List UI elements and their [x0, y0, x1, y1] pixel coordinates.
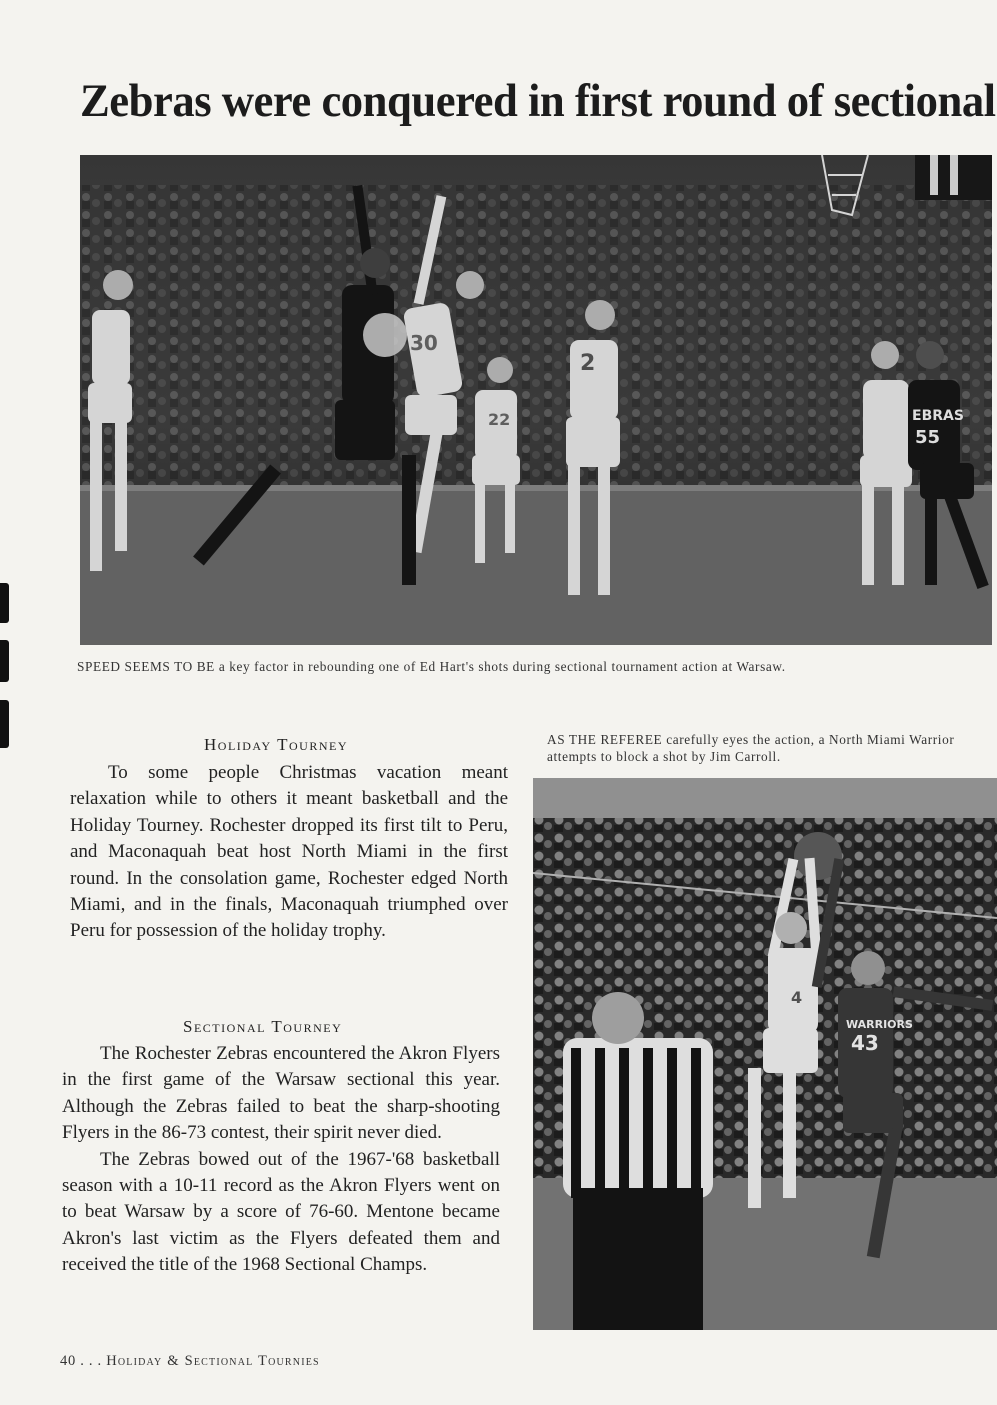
photo-top-jersey-number: 55 — [915, 427, 941, 448]
photo-bottom-jersey-number: 43 — [851, 1031, 879, 1055]
paragraph: The Rochester Zebras encountered the Akron Flyers in the first game of the Warsaw sectional this year. Although the Zebras failed to beat the sharp-shooting Flyers in the 86-73 contest, their spirit never died. — [62, 1043, 500, 1144]
photo-block-illustration — [533, 778, 997, 1330]
binding-mark — [0, 583, 9, 623]
folio-section-title: Holiday & Sectional Tournies — [106, 1353, 320, 1369]
article-holiday-tourney — [70, 760, 508, 945]
photo-top-jersey-number: 30 — [410, 331, 438, 355]
section-heading-holiday: Holiday Tourney — [204, 735, 348, 754]
folio-separator: . . . — [80, 1353, 102, 1369]
article-sectional-tourney — [62, 1041, 500, 1279]
photo-bottom-jersey-text: WARRIORS — [846, 1018, 913, 1031]
page-headline: Zebras were conquered in first round of sectional — [80, 75, 996, 127]
page-number: 40 — [60, 1353, 76, 1369]
photo-top-jersey-text: EBRAS — [912, 408, 964, 424]
basketball-photo-block — [533, 778, 997, 1330]
photo-top-jersey-number: 2 — [580, 351, 596, 376]
section-heading-sectional: Sectional Tourney — [183, 1017, 343, 1036]
photo-bottom-jersey-number: 4 — [791, 988, 803, 1007]
photo-caption-top: SPEED SEEMS TO BE a key factor in rebounding one of Ed Hart's shots during sectional tournament action at Warsaw. — [77, 659, 786, 674]
photo-caption-bottom: AS THE REFEREE carefully eyes the action, a North Miami Warrior attempts to block a shot by Jim Carroll. — [547, 732, 955, 764]
photo-top-jersey-number: 22 — [488, 410, 511, 429]
paragraph: The Zebras bowed out of the 1967-'68 basketball season with a 10-11 record as the Akron Flyers went on to beat Warsaw by a score of 76-60. Mentone became Akron's last victim as the Flyers defeated them and received the title of the 1968 Sectional Champs. — [62, 1148, 500, 1276]
binding-mark — [0, 700, 9, 748]
paragraph: To some people Christmas vacation meant relaxation while to others it meant basketball and the Holiday Tourney. Rochester dropped its first tilt to Peru, and Maconaquah beat host North Miami in the first round. In the consolation game, Rochester edged North Miami, and in the finals, Maconaquah triumphed over Peru for possession of the holiday trophy. — [70, 762, 508, 942]
photo-rebound-illustration — [80, 155, 992, 645]
page-folio — [60, 1353, 320, 1370]
binding-mark — [0, 640, 9, 682]
basketball-photo-rebound — [80, 155, 992, 645]
